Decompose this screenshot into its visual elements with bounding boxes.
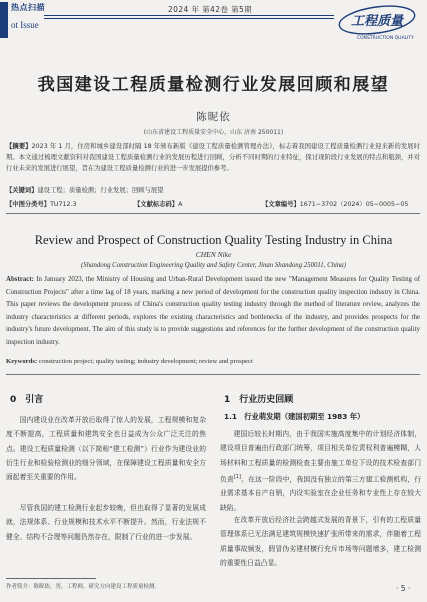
author-bio-footnote: 作者简介：陈昵依，男，工程师，研究方向建设工程质量检测。 [6, 584, 161, 590]
doc-code-label: 【文献标志码】 [134, 201, 179, 208]
history-paragraph-1 [220, 427, 421, 515]
keywords-en-text: construction project; quality testing; industry development; review and prospect [38, 358, 253, 365]
author-name: 陈昵依 [196, 111, 231, 123]
english-author: CHEN Nike [195, 250, 232, 259]
page-number: · 5 · [396, 584, 411, 593]
author-affiliation: (山东省建设工程质量安全中心，山东 济南 250011) [143, 129, 284, 136]
column-name-en: ot Issue [11, 20, 39, 30]
intro-paragraph-2: 尽管我国的建工检测行业起步较晚，但也取得了显著的发展成就，法规体系、行业规模和技术水平不断提升。然而，行业法规不健全、结构不合理等问题仍然存在，限制了行业的进一步发展。 [6, 504, 206, 541]
header-rule [44, 18, 334, 19]
running-header [0, 0, 427, 44]
keywords-cn-text: 建设工程；质量检测；行业发展；回顾与展望 [37, 187, 164, 194]
abstract-cn [6, 141, 420, 174]
document-code [134, 199, 182, 208]
history-paragraph-1-text: 建国后较长时期内，由于我国实施高度集中的计划经济体制，建设项目普遍由行政部门统筹，项目相关单位责权利普遍模糊，人场材料和工程质量的检测检查主要由施工单位下设的技术检查部门负责 [220, 430, 421, 484]
clc-number [6, 199, 77, 208]
header-color-block [0, 2, 8, 38]
article-title: 我国建设工程质量检测行业发展回顾和展望 [37, 75, 390, 95]
keywords-en-label: Keywords: [6, 358, 38, 365]
abstract-en [6, 274, 420, 350]
section-heading-history: 1 行业历史回顾 [224, 395, 294, 405]
issue-info: 2024 年 第42卷 第5期 [168, 5, 253, 14]
citation-ref: [1] [233, 473, 241, 480]
column-name-cn: 热点扫描 [11, 3, 45, 12]
header-rule [44, 15, 334, 16]
footnote-rule [6, 578, 96, 579]
abstract-cn-label: 【摘要】 [6, 143, 32, 150]
clc-value: TU712.3 [50, 201, 77, 208]
separator-rule [6, 374, 420, 375]
separator-rule [6, 213, 420, 214]
abstract-cn-text: 2023 年 1 月，住房和城乡建设部时隔 18 年颁布新版《建设工程质量检测管理办法》，标志着我国建设工程质量检测行业迎来新的发展时期。本文通过梳理文献资料对我国建设工程质量检测行业的发展历程进行回顾，分析不同时期的行业特征，探讨现阶段行业发展的特点和瓶颈，并对行业未来的发展进行展望，旨在为建设工程质量检测行业的进一步发展提供参考。 [6, 143, 420, 173]
abstract-en-label: Abstract: [6, 276, 34, 283]
intro-paragraph-1: 国内建设业在改革开放后取得了惊人的发展，工程规模和复杂度不断提高，工程质量和建筑安全也日益成为公众广泛关注的焦点。建设工程质量检测（以下简称“建工检测”）行业作为建设业的衍生行业和检验检测业的细分领域，在保障建设工程质量和安全方面起着至关重要的作用。 [6, 416, 206, 482]
article-id-label: 【文章编号】 [262, 201, 300, 208]
article-id [262, 199, 408, 208]
keywords-en [6, 358, 420, 365]
history-paragraph-2: 在改革开放后经济社会跨越式发展的背景下，引有的工程质量管理体系已无法满足建筑规模快速扩张所带来的需求，伴随着工程质量事故频发，假冒伪劣建材横行充斥市场等问题增多，建工检测的重要性日益凸显。 [220, 516, 421, 567]
logo-wordmark: 工程质量 [351, 13, 404, 28]
english-affiliation: (Shandong Construction Engineering Quality and Safety Center, Jinan Shandong 250011, China) [81, 262, 346, 269]
keywords-cn-label: 【关键词】 [6, 187, 38, 194]
section-heading-intro: 0 引言 [10, 395, 44, 405]
history-paragraph-1-end: 。在这一阶段中，我国没有独立的第三方建工检测机构，行业需求基本自产自销，内设实验室在企业任务和专业性上存在较大缺陷。 [220, 475, 422, 512]
doc-code-value: A [178, 201, 183, 208]
column-tag [11, 2, 45, 31]
english-title: Review and Prospect of Construction Quality Testing Industry in China [34, 233, 393, 247]
abstract-en-text: In January 2023, the Ministry of Housing and Urban-Rural Development issued the new "Management Measures for Quality Testing of Construction Projects" after a time lag of 18 years, marking a new period of development for the construction quality inspection industry in China. This paper reviews the development process of China's construction quality testing industry through the method of literature review, analyzes the industry characteristics at different periods, explores the existing characteristics and bottlenecks of the industry, and provides prospects for the industry's future development. The aim of this study is to provide suggestions and references for the further development of the construction quality inspection industry. [6, 276, 420, 346]
clc-label: 【中图分类号】 [6, 201, 51, 208]
keywords-cn [6, 185, 420, 194]
subsection-heading-1-1: 1.1 行业萌发期（建国初期至 1983 年） [224, 412, 365, 421]
article-id-value: 1671−3702（2024）05−0005−05 [299, 201, 409, 208]
logo-subtitle: CONSTRUCTION QUALITY [357, 36, 414, 41]
journal-logo [337, 2, 421, 42]
